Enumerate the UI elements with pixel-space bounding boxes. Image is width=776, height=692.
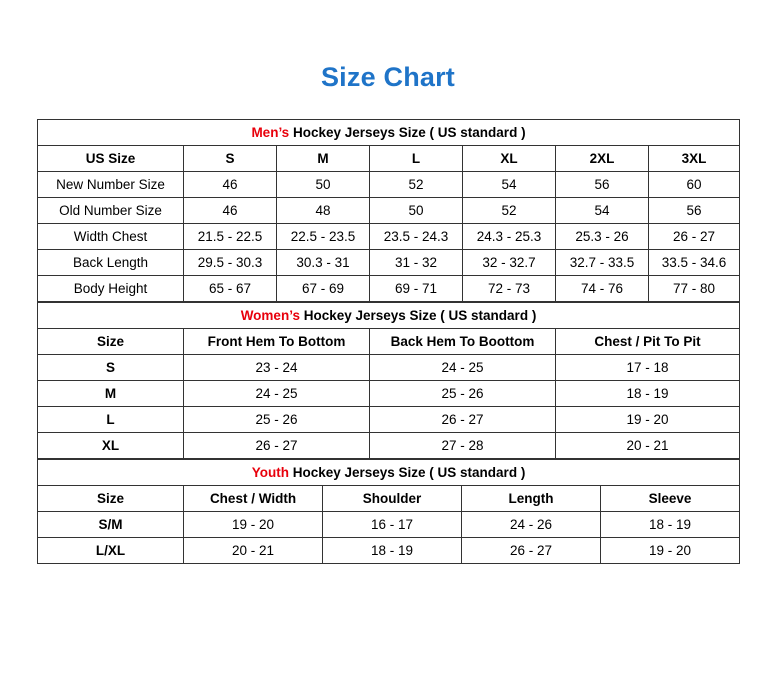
mens-row-0-cell-5: 60 [649, 172, 740, 198]
youth-col-head-0: Size [38, 486, 184, 512]
womens-row-0-label: S [38, 355, 184, 381]
womens-row-1-label: M [38, 381, 184, 407]
womens-row-2-cell-2: 19 - 20 [556, 407, 740, 433]
section-heading-row [38, 120, 740, 146]
table-row [38, 276, 740, 302]
youth-heading-rest: Hockey Jerseys Size ( US standard ) [288, 465, 526, 480]
mens-row-0-cell-3: 54 [463, 172, 556, 198]
table-header-row [38, 146, 740, 172]
mens-col-head-4: XL [463, 146, 556, 172]
youth-row-1-cell-2: 26 - 27 [462, 538, 601, 564]
womens-row-1-cell-0: 24 - 25 [184, 381, 370, 407]
mens-row-1-label: Old Number Size [38, 198, 184, 224]
table-row [38, 538, 740, 564]
mens-section-heading [38, 120, 740, 146]
mens-row-2-cell-5: 26 - 27 [649, 224, 740, 250]
mens-col-head-1: S [184, 146, 277, 172]
womens-col-head-2: Back Hem To Boottom [370, 329, 556, 355]
youth-row-0-cell-3: 18 - 19 [601, 512, 740, 538]
mens-row-2-cell-4: 25.3 - 26 [556, 224, 649, 250]
mens-row-3-cell-2: 31 - 32 [370, 250, 463, 276]
table-row [38, 224, 740, 250]
mens-row-0-cell-4: 56 [556, 172, 649, 198]
youth-row-1-cell-0: 20 - 21 [184, 538, 323, 564]
womens-section-heading [38, 303, 740, 329]
youth-col-head-1: Chest / Width [184, 486, 323, 512]
womens-row-2-cell-0: 25 - 26 [184, 407, 370, 433]
table-row [38, 198, 740, 224]
womens-row-2-cell-1: 26 - 27 [370, 407, 556, 433]
youth-size-table [37, 459, 740, 564]
youth-row-0-cell-2: 24 - 26 [462, 512, 601, 538]
mens-row-3-cell-0: 29.5 - 30.3 [184, 250, 277, 276]
table-header-row [38, 329, 740, 355]
mens-row-3-cell-5: 33.5 - 34.6 [649, 250, 740, 276]
section-heading-row [38, 303, 740, 329]
womens-row-1-cell-2: 18 - 19 [556, 381, 740, 407]
womens-row-3-cell-0: 26 - 27 [184, 433, 370, 459]
youth-col-head-2: Shoulder [323, 486, 462, 512]
youth-section-heading [38, 460, 740, 486]
mens-row-2-cell-0: 21.5 - 22.5 [184, 224, 277, 250]
mens-col-head-5: 2XL [556, 146, 649, 172]
mens-col-head-3: L [370, 146, 463, 172]
mens-row-0-cell-0: 46 [184, 172, 277, 198]
mens-row-1-cell-3: 52 [463, 198, 556, 224]
mens-row-1-cell-5: 56 [649, 198, 740, 224]
womens-row-3-cell-2: 20 - 21 [556, 433, 740, 459]
mens-row-4-cell-5: 77 - 80 [649, 276, 740, 302]
mens-row-2-cell-3: 24.3 - 25.3 [463, 224, 556, 250]
youth-row-0-cell-1: 16 - 17 [323, 512, 462, 538]
table-row [38, 512, 740, 538]
mens-row-3-cell-4: 32.7 - 33.5 [556, 250, 649, 276]
womens-heading-rest: Hockey Jerseys Size ( US standard ) [299, 308, 537, 323]
youth-col-head-4: Sleeve [601, 486, 740, 512]
mens-row-4-cell-4: 74 - 76 [556, 276, 649, 302]
mens-col-head-2: M [277, 146, 370, 172]
womens-row-1-cell-1: 25 - 26 [370, 381, 556, 407]
table-row [38, 250, 740, 276]
womens-row-3-cell-1: 27 - 28 [370, 433, 556, 459]
womens-size-table [37, 302, 740, 459]
size-chart-tables [37, 119, 739, 564]
table-row [38, 381, 740, 407]
womens-row-0-cell-1: 24 - 25 [370, 355, 556, 381]
mens-row-0-cell-1: 50 [277, 172, 370, 198]
mens-size-table [37, 119, 740, 302]
mens-row-2-cell-2: 23.5 - 24.3 [370, 224, 463, 250]
mens-row-4-label: Body Height [38, 276, 184, 302]
mens-row-4-cell-0: 65 - 67 [184, 276, 277, 302]
youth-row-1-cell-1: 18 - 19 [323, 538, 462, 564]
mens-row-2-cell-1: 22.5 - 23.5 [277, 224, 370, 250]
table-row [38, 355, 740, 381]
youth-heading-accent: Youth [251, 465, 289, 480]
womens-row-2-label: L [38, 407, 184, 433]
youth-col-head-3: Length [462, 486, 601, 512]
youth-row-0-cell-0: 19 - 20 [184, 512, 323, 538]
womens-row-0-cell-2: 17 - 18 [556, 355, 740, 381]
mens-col-head-6: 3XL [649, 146, 740, 172]
table-row [38, 172, 740, 198]
section-heading-row [38, 460, 740, 486]
womens-col-head-3: Chest / Pit To Pit [556, 329, 740, 355]
mens-heading-accent: Men’s [251, 125, 290, 140]
mens-row-2-label: Width Chest [38, 224, 184, 250]
page-title: Size Chart [320, 62, 456, 92]
mens-row-3-cell-3: 32 - 32.7 [463, 250, 556, 276]
mens-heading-rest: Hockey Jerseys Size ( US standard ) [289, 125, 526, 140]
youth-row-1-label: L/XL [38, 538, 184, 564]
mens-row-0-label: New Number Size [38, 172, 184, 198]
mens-row-3-cell-1: 30.3 - 31 [277, 250, 370, 276]
table-row [38, 433, 740, 459]
womens-row-0-cell-0: 23 - 24 [184, 355, 370, 381]
mens-row-1-cell-4: 54 [556, 198, 649, 224]
mens-row-1-cell-0: 46 [184, 198, 277, 224]
mens-row-4-cell-3: 72 - 73 [463, 276, 556, 302]
womens-col-head-0: Size [38, 329, 184, 355]
mens-col-head-0: US Size [38, 146, 184, 172]
mens-row-4-cell-2: 69 - 71 [370, 276, 463, 302]
mens-row-1-cell-1: 48 [277, 198, 370, 224]
womens-col-head-1: Front Hem To Bottom [184, 329, 370, 355]
table-header-row [38, 486, 740, 512]
mens-row-1-cell-2: 50 [370, 198, 463, 224]
mens-row-3-label: Back Length [38, 250, 184, 276]
youth-row-1-cell-3: 19 - 20 [601, 538, 740, 564]
youth-row-0-label: S/M [38, 512, 184, 538]
mens-row-4-cell-1: 67 - 69 [277, 276, 370, 302]
table-row [38, 407, 740, 433]
womens-row-3-label: XL [38, 433, 184, 459]
mens-row-0-cell-2: 52 [370, 172, 463, 198]
womens-heading-accent: Women’s [240, 308, 300, 323]
